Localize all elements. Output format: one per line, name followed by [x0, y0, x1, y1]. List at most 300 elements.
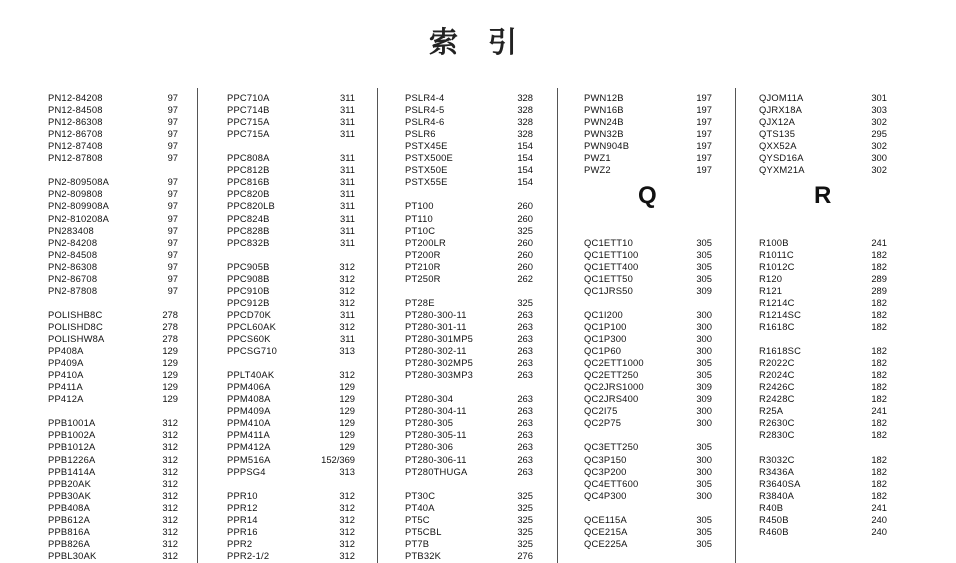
entry-page-number: 97 — [167, 236, 178, 248]
entry-code: R2426C — [759, 381, 795, 393]
entry-code: PT280-301MP5 — [405, 333, 474, 344]
entry-code: QC3P150 — [584, 453, 627, 465]
entry-code: PPCD70K — [227, 308, 272, 320]
entry-page-number: 295 — [871, 128, 887, 140]
entry-code: R121 — [759, 284, 783, 296]
entry-code: QC2ETT1000 — [584, 357, 644, 369]
entry-code: PPB408A — [48, 501, 91, 513]
entry-page-number: 312 — [162, 537, 178, 549]
entry-page-number: 325 — [517, 537, 533, 549]
entry-code: R2830C — [759, 429, 795, 441]
entry-code: PT280-304-11 — [405, 405, 467, 417]
entry-code: PPC715A — [227, 116, 270, 128]
entry-code: PPM516A — [227, 453, 271, 465]
entry-page-number: 300 — [696, 453, 712, 465]
entry-code: R2630C — [759, 417, 795, 429]
entry-page-number: 97 — [167, 200, 178, 212]
entry-code: QJRX18A — [759, 104, 803, 116]
entry-page-number: 97 — [167, 284, 178, 296]
section-letter: R — [814, 182, 832, 210]
entry-code: PWN24B — [584, 116, 624, 128]
entry-code: POLISHB8C — [48, 308, 103, 320]
entry-page-number: 182 — [871, 260, 887, 272]
entry-page-number: 129 — [339, 441, 355, 453]
entry-code: QC1I200 — [584, 308, 623, 320]
entry-code: PN12-84208 — [48, 92, 103, 103]
entry-code: R3436A — [759, 465, 795, 477]
entry-code: R1618C — [759, 320, 795, 332]
entry-page-number: 325 — [517, 513, 533, 525]
entry-page-number: 182 — [871, 381, 887, 393]
entry-page-number: 278 — [162, 320, 178, 332]
entry-code: PT280-305-11 — [405, 429, 467, 441]
entry-code: QC1ETT100 — [584, 248, 639, 260]
entry-code: R3840A — [759, 489, 795, 501]
entry-code: PWN16B — [584, 104, 624, 116]
entry-page-number: 263 — [517, 465, 533, 477]
entry-page-number: 305 — [696, 272, 712, 284]
entry-code: QJOM11A — [759, 92, 804, 103]
entry-code: PT280THUGA — [405, 465, 468, 477]
entry-page-number: 241 — [871, 501, 887, 513]
entry-page-number: 97 — [167, 188, 178, 200]
entry-code: R100B — [759, 236, 789, 248]
entry-page-number: 311 — [340, 188, 355, 200]
entry-code: PP411A — [48, 381, 83, 393]
entry-code: PPM411A — [227, 429, 270, 441]
entry-code: PN12-86708 — [48, 128, 103, 140]
entry-code: PPB612A — [48, 513, 91, 525]
entry-code: PP408A — [48, 345, 84, 357]
entry-page-number: 312 — [162, 489, 178, 501]
entry-page-number: 300 — [696, 405, 712, 417]
entry-page-number: 97 — [167, 128, 178, 140]
entry-page-number: 97 — [167, 248, 178, 260]
entry-code: R1012C — [759, 260, 795, 272]
entry-page-number: 241 — [871, 236, 887, 248]
column-divider — [735, 88, 736, 563]
entry-code: PPB816A — [48, 525, 91, 537]
entry-code: PN2-86308 — [48, 260, 98, 272]
entry-page-number: 312 — [339, 513, 355, 525]
entry-code: PPM410A — [227, 417, 271, 429]
entry-code: QC1P300 — [584, 333, 627, 344]
entry-page-number: 129 — [339, 405, 355, 417]
entry-code: R450B — [759, 513, 789, 525]
entry-page-number: 302 — [871, 140, 887, 152]
entry-page-number: 303 — [871, 104, 887, 116]
entry-page-number: 263 — [517, 453, 533, 465]
entry-code: PPC824B — [227, 212, 270, 224]
entry-page-number: 300 — [696, 465, 712, 477]
column-divider — [197, 88, 198, 563]
entry-page-number: 312 — [339, 284, 355, 296]
entry-page-number: 328 — [517, 104, 533, 116]
entry-page-number: 240 — [871, 513, 887, 525]
entry-page-number: 313 — [339, 345, 355, 357]
entry-code: PT280-302MP5 — [405, 357, 474, 369]
entry-code: PT250R — [405, 272, 441, 284]
entry-code: POLISHD8C — [48, 320, 103, 332]
entry-page-number: 182 — [871, 369, 887, 381]
entry-page-number: 305 — [696, 525, 712, 537]
entry-code: PT5C — [405, 513, 430, 525]
entry-code: PPB1002A — [48, 429, 96, 441]
entry-page-number: 312 — [339, 525, 355, 537]
entry-page-number: 312 — [339, 501, 355, 513]
entry-page-number: 311 — [340, 116, 355, 128]
entry-page-number: 312 — [162, 429, 178, 441]
entry-page-number: 302 — [871, 164, 887, 176]
entry-page-number: 312 — [339, 489, 355, 501]
entry-code: R3032C — [759, 453, 795, 465]
entry-page-number: 312 — [162, 453, 178, 465]
entry-page-number: 300 — [696, 417, 712, 429]
entry-code: PT30C — [405, 489, 436, 501]
entry-code: PT280-300-11 — [405, 308, 467, 320]
entry-page-number: 241 — [871, 405, 887, 417]
entry-code: PWN904B — [584, 140, 630, 152]
entry-code: QC1P100 — [584, 320, 627, 332]
entry-page-number: 311 — [340, 164, 355, 176]
entry-page-number: 305 — [696, 537, 712, 549]
entry-page-number: 305 — [696, 248, 712, 260]
entry-page-number: 263 — [517, 320, 533, 332]
entry-page-number: 182 — [871, 393, 887, 405]
entry-page-number: 305 — [696, 236, 712, 248]
entry-page-number: 97 — [167, 260, 178, 272]
entry-page-number: 197 — [696, 128, 712, 140]
entry-code: PPC816B — [227, 176, 270, 188]
entry-code: QXX52A — [759, 140, 797, 152]
entry-page-number: 182 — [871, 345, 887, 357]
entry-page-number: 328 — [517, 116, 533, 128]
entry-code: PPBL30AK — [48, 549, 97, 561]
entry-page-number: 305 — [696, 477, 712, 489]
entry-code: PT110 — [405, 212, 433, 224]
entry-page-number: 182 — [871, 429, 887, 441]
entry-page-number: 289 — [871, 284, 887, 296]
entry-code: QC4ETT600 — [584, 477, 639, 489]
entry-page-number: 97 — [167, 176, 178, 188]
entry-code: PSTX50E — [405, 164, 448, 176]
entry-code: PPR12 — [227, 501, 258, 513]
entry-page-number: 154 — [517, 152, 533, 164]
entry-page-number: 325 — [517, 489, 533, 501]
entry-page-number: 325 — [517, 224, 533, 236]
entry-code: PPC820LB — [227, 200, 275, 212]
section-letter: Q — [638, 182, 657, 210]
entry-code: PPM408A — [227, 393, 271, 405]
entry-page-number: 240 — [871, 525, 887, 537]
entry-code: PPC910B — [227, 284, 270, 296]
entry-code: PPM412A — [227, 441, 271, 453]
entry-code: PPR2-1/2 — [227, 549, 270, 561]
entry-page-number: 97 — [167, 152, 178, 164]
entry-code: PT280-305 — [405, 417, 454, 429]
entry-code: QC1ETT400 — [584, 260, 639, 272]
entry-page-number: 311 — [340, 152, 355, 164]
entry-page-number: 312 — [162, 501, 178, 513]
entry-page-number: 312 — [339, 296, 355, 308]
entry-code: QTS135 — [759, 128, 796, 140]
entry-code: R1214SC — [759, 308, 802, 320]
entry-code: QC2JRS400 — [584, 393, 639, 405]
entry-code: PT10C — [405, 224, 436, 236]
entry-page-number: 300 — [696, 333, 712, 344]
entry-code: PT280-301-11 — [405, 320, 467, 332]
entry-page-number: 263 — [517, 357, 533, 369]
entry-page-number: 312 — [339, 320, 355, 332]
entry-page-number: 278 — [162, 333, 178, 344]
entry-page-number: 97 — [167, 224, 178, 236]
entry-code: PPCL60AK — [227, 320, 277, 332]
entry-page-number: 328 — [517, 92, 533, 103]
entry-code: R40B — [759, 501, 784, 513]
entry-page-number: 182 — [871, 308, 887, 320]
entry-code: PN2-84508 — [48, 248, 98, 260]
entry-code: PSTX500E — [405, 152, 453, 164]
entry-page-number: 312 — [162, 465, 178, 477]
entry-page-number: 312 — [162, 525, 178, 537]
entry-page-number: 182 — [871, 417, 887, 429]
entry-page-number: 129 — [162, 369, 178, 381]
entry-code: PPC820B — [227, 188, 270, 200]
entry-page-number: 129 — [339, 417, 355, 429]
entry-page-number: 260 — [517, 236, 533, 248]
entry-code: PPM409A — [227, 405, 271, 417]
entry-code: QC1ETT50 — [584, 272, 634, 284]
entry-page-number: 311 — [340, 224, 355, 236]
entry-code: QC2I75 — [584, 405, 618, 417]
entry-page-number: 312 — [162, 477, 178, 489]
entry-page-number: 301 — [871, 92, 887, 103]
entry-page-number: 300 — [871, 152, 887, 164]
entry-code: R120 — [759, 272, 783, 284]
entry-code: PPC908B — [227, 272, 270, 284]
entry-page-number: 312 — [339, 549, 355, 561]
entry-page-number: 260 — [517, 212, 533, 224]
entry-page-number: 325 — [517, 501, 533, 513]
entry-code: PPC912B — [227, 296, 270, 308]
entry-code: PPR10 — [227, 489, 258, 501]
entry-page-number: 129 — [162, 357, 178, 369]
entry-page-number: 312 — [162, 441, 178, 453]
entry-code: PSLR4-5 — [405, 104, 445, 116]
entry-code: QC2P75 — [584, 417, 622, 429]
entry-code: PN12-86308 — [48, 116, 103, 128]
entry-page-number: 309 — [696, 393, 712, 405]
entry-page-number: 260 — [517, 248, 533, 260]
entry-page-number: 311 — [340, 200, 355, 212]
entry-code: PPC828B — [227, 224, 270, 236]
entry-page-number: 97 — [167, 140, 178, 152]
entry-code: PT280-306-11 — [405, 453, 467, 465]
entry-code: PPC714B — [227, 104, 270, 116]
entry-code: PPR14 — [227, 513, 258, 525]
entry-code: PWN12B — [584, 92, 624, 103]
entry-code: PN12-87408 — [48, 140, 103, 152]
entry-page-number: 311 — [340, 128, 355, 140]
entry-code: QC1P60 — [584, 345, 622, 357]
entry-code: QYXM21A — [759, 164, 805, 176]
entry-page-number: 152/369 — [321, 453, 355, 465]
entry-code: R460B — [759, 525, 789, 537]
entry-code: PSLR6 — [405, 128, 436, 140]
entry-page-number: 300 — [696, 308, 712, 320]
entry-page-number: 182 — [871, 477, 887, 489]
entry-code: PT280-303MP3 — [405, 369, 474, 381]
entry-page-number: 300 — [696, 320, 712, 332]
entry-page-number: 312 — [162, 417, 178, 429]
entry-page-number: 276 — [517, 549, 533, 561]
entry-code: PT280-306 — [405, 441, 454, 453]
entry-code: PP409A — [48, 357, 84, 369]
entry-page-number: 325 — [517, 525, 533, 537]
entry-code: PT28E — [405, 296, 435, 308]
entry-code: PTB32K — [405, 549, 442, 561]
entry-code: PPCSG710 — [227, 345, 278, 357]
entry-code: PT7B — [405, 537, 430, 549]
entry-page-number: 263 — [517, 369, 533, 381]
entry-code: R2428C — [759, 393, 795, 405]
entry-page-number: 97 — [167, 272, 178, 284]
entry-code: QC2JRS1000 — [584, 381, 644, 393]
entry-code: PWZ2 — [584, 164, 611, 176]
entry-page-number: 263 — [517, 429, 533, 441]
entry-page-number: 312 — [339, 537, 355, 549]
entry-page-number: 311 — [340, 236, 355, 248]
entry-page-number: 197 — [696, 164, 712, 176]
entry-page-number: 312 — [162, 513, 178, 525]
entry-page-number: 129 — [339, 381, 355, 393]
entry-page-number: 311 — [340, 333, 355, 344]
entry-page-number: 129 — [339, 429, 355, 441]
entry-page-number: 305 — [696, 369, 712, 381]
entry-page-number: 182 — [871, 320, 887, 332]
entry-code: PPC812B — [227, 164, 270, 176]
entry-page-number: 313 — [339, 465, 355, 477]
entry-page-number: 182 — [871, 465, 887, 477]
page-title: 索 引 — [428, 25, 528, 59]
entry-code: QCE215A — [584, 525, 628, 537]
entry-code: QC3P200 — [584, 465, 627, 477]
entry-page-number: 154 — [517, 176, 533, 188]
entry-page-number: 260 — [517, 200, 533, 212]
entry-code: PPC832B — [227, 236, 270, 248]
entry-code: PN2-87808 — [48, 284, 98, 296]
entry-code: PPB20AK — [48, 477, 92, 489]
entry-page-number: 263 — [517, 308, 533, 320]
entry-code: PPB1226A — [48, 453, 96, 465]
entry-code: PT210R — [405, 260, 441, 272]
entry-code: QCE115A — [584, 513, 627, 525]
entry-page-number: 182 — [871, 489, 887, 501]
entry-page-number: 263 — [517, 345, 533, 357]
entry-page-number: 197 — [696, 92, 712, 103]
entry-code: PSLR4-4 — [405, 92, 445, 103]
entry-page-number: 197 — [696, 116, 712, 128]
entry-page-number: 129 — [162, 345, 178, 357]
entry-page-number: 325 — [517, 296, 533, 308]
entry-code: PPR16 — [227, 525, 258, 537]
entry-code: PT40A — [405, 501, 435, 513]
entry-code: PN2-809508A — [48, 176, 110, 188]
entry-code: PN2-84208 — [48, 236, 98, 248]
entry-code: QC3ETT250 — [584, 441, 639, 453]
entry-code: PSLR4-6 — [405, 116, 445, 128]
entry-page-number: 305 — [696, 357, 712, 369]
entry-code: PPB1414A — [48, 465, 96, 477]
entry-code: QJX12A — [759, 116, 796, 128]
entry-code: PP412A — [48, 393, 84, 405]
entry-code: PN2-809908A — [48, 200, 110, 212]
entry-code: PPM406A — [227, 381, 271, 393]
entry-page-number: 312 — [339, 260, 355, 272]
entry-page-number: 263 — [517, 393, 533, 405]
entry-page-number: 263 — [517, 417, 533, 429]
entry-page-number: 154 — [517, 140, 533, 152]
entry-page-number: 300 — [696, 489, 712, 501]
entry-code: R3640SA — [759, 477, 801, 489]
entry-code: PPC808A — [227, 152, 270, 164]
column-divider — [557, 88, 558, 563]
entry-code: PT100 — [405, 200, 434, 212]
entry-code: PT280-302-11 — [405, 345, 467, 357]
column-divider — [377, 88, 378, 563]
entry-code: QC4P300 — [584, 489, 627, 501]
entry-page-number: 129 — [339, 393, 355, 405]
entry-code: PPB1001A — [48, 417, 96, 429]
entry-page-number: 197 — [696, 140, 712, 152]
entry-page-number: 97 — [167, 104, 178, 116]
entry-code: R1618SC — [759, 345, 802, 357]
entry-code: PN12-87808 — [48, 152, 103, 164]
entry-page-number: 300 — [696, 345, 712, 357]
entry-page-number: 197 — [696, 104, 712, 116]
entry-page-number: 311 — [340, 104, 355, 116]
entry-page-number: 197 — [696, 152, 712, 164]
entry-code: PWN32B — [584, 128, 624, 140]
entry-page-number: 97 — [167, 116, 178, 128]
entry-code: PT200R — [405, 248, 441, 260]
entry-page-number: 311 — [340, 92, 355, 103]
entry-code: R1011C — [759, 248, 794, 260]
entry-code: PPC905B — [227, 260, 270, 272]
entry-page-number: 305 — [696, 260, 712, 272]
entry-code: PPCS60K — [227, 333, 271, 344]
entry-page-number: 263 — [517, 405, 533, 417]
entry-page-number: 182 — [871, 296, 887, 308]
entry-page-number: 309 — [696, 284, 712, 296]
entry-page-number: 97 — [167, 212, 178, 224]
entry-code: PPPSG4 — [227, 465, 266, 477]
entry-page-number: 278 — [162, 308, 178, 320]
entry-code: R2024C — [759, 369, 795, 381]
entry-page-number: 312 — [339, 369, 355, 381]
entry-page-number: 312 — [162, 549, 178, 561]
entry-code: QCE225A — [584, 537, 628, 549]
entry-code: PPB1012A — [48, 441, 96, 453]
entry-page-number: 182 — [871, 248, 887, 260]
entry-page-number: 311 — [340, 212, 355, 224]
entry-code: QYSD16A — [759, 152, 804, 164]
entry-code: PP410A — [48, 369, 84, 381]
entry-code: PN2-86708 — [48, 272, 98, 284]
entry-page-number: 289 — [871, 272, 887, 284]
entry-page-number: 182 — [871, 357, 887, 369]
entry-page-number: 260 — [517, 260, 533, 272]
